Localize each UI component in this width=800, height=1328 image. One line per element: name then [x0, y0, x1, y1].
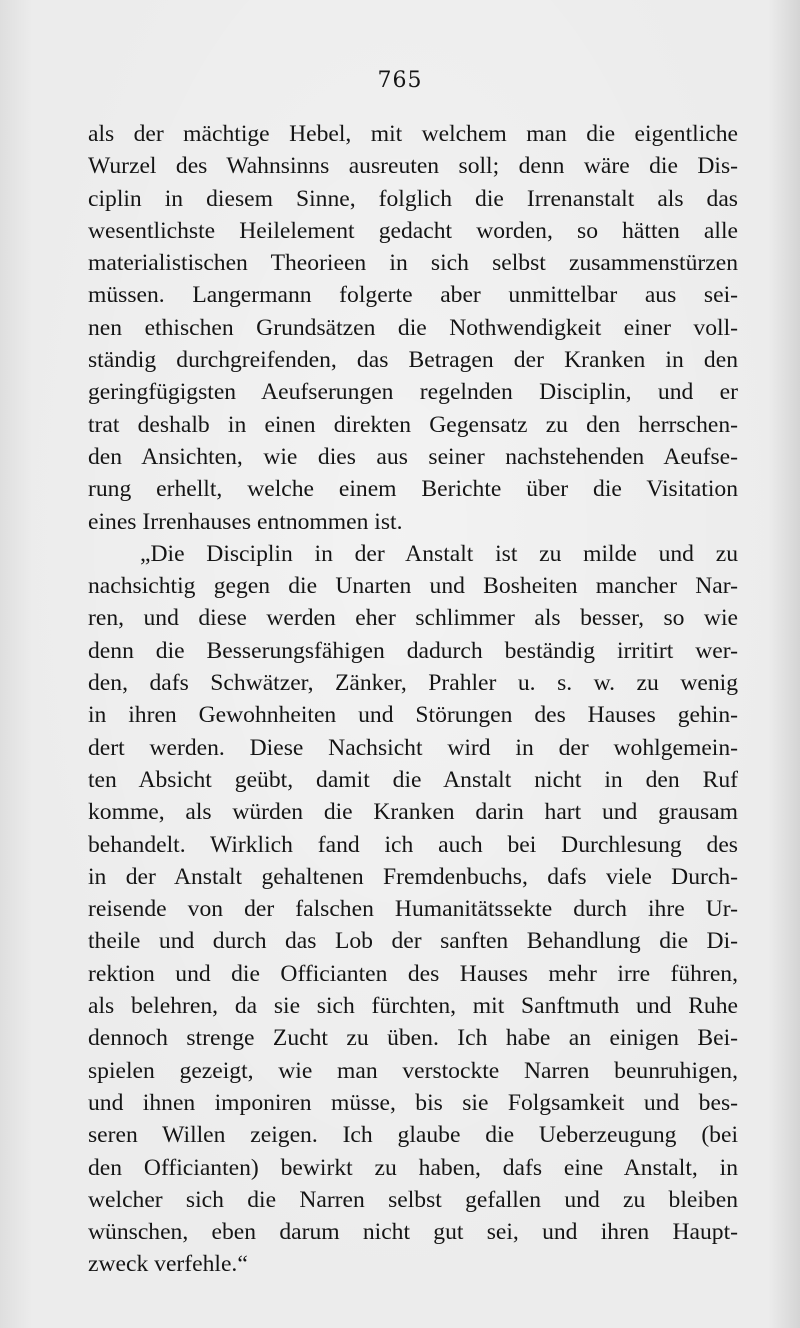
text-line: rektion und die Officianten des Hauses mehr irre führen,: [88, 960, 738, 987]
text-line: komme, als würden die Kranken darin hart und grausam: [88, 799, 738, 826]
text-line: als der mächtige Hebel, mit welchem man die eigentliche: [88, 121, 738, 147]
text-line: nachsichtig gegen die Unarten und Bosheiten mancher Nar-: [88, 573, 738, 600]
body-text: [88, 118, 738, 1281]
text-line: dennoch strenge Zucht zu üben. Ich habe an einigen Bei-: [88, 1025, 738, 1052]
text-line: spielen gezeigt, wie man verstockte Narren beunruhigen,: [88, 1057, 738, 1084]
text-line: ten Absicht geübt, damit die Anstalt nicht in den Ruf: [88, 766, 738, 793]
text-line: ständig durchgreifenden, das Betragen der Kranken in den: [88, 347, 738, 374]
text-line: in der Anstalt gehaltenen Fremdenbuchs, dafs viele Durch-: [88, 863, 738, 890]
text-line: Wurzel des Wahnsinns ausreuten soll; denn wäre die Dis-: [88, 153, 738, 180]
text-line: trat deshalb in einen direkten Gegensatz zu den herrschen-: [88, 411, 738, 438]
text-line: wesentlichste Heilelement gedacht worden, so hätten alle: [88, 217, 738, 244]
text-line: welcher sich die Narren selbst gefallen und zu bleiben: [88, 1186, 738, 1213]
text-line: den Ansichten, wie dies aus seiner nachstehenden Aeufse-: [88, 443, 738, 470]
text-line: geringfügigsten Aeufserungen regelnden Disciplin, und er: [88, 379, 738, 406]
text-line: in ihren Gewohnheiten und Störungen des Hauses gehin-: [88, 702, 738, 729]
page-number: 765: [377, 68, 423, 93]
text-line: und ihnen imponiren müsse, bis sie Folgsamkeit und bes-: [88, 1089, 738, 1116]
text-line: nen ethischen Grundsätzen die Nothwendigkeit einer voll-: [88, 314, 738, 341]
text-line: den Officianten) bewirkt zu haben, dafs eine Anstalt, in: [88, 1154, 738, 1181]
text-line: ren, und diese werden eher schlimmer als besser, so wie: [88, 605, 738, 632]
text-line: als belehren, da sie sich fürchten, mit Sanftmuth und Ruhe: [88, 993, 738, 1020]
text-line: rung erhellt, welche einem Berichte über die Visitation: [88, 476, 738, 503]
text-line: den, dafs Schwätzer, Zänker, Prahler u. s. w. zu wenig: [88, 670, 738, 697]
text-line: materialistischen Theorieen in sich selbst zusammenstürzen: [88, 250, 738, 277]
text-line: müssen. Langermann folgerte aber unmittelbar aus sei-: [88, 282, 738, 309]
text-line: reisende von der falschen Humanitätssekte durch ihre Ur-: [88, 896, 738, 923]
text-line: dert werden. Diese Nachsicht wird in der wohlgemein-: [88, 734, 738, 761]
text-line: denn die Besserungsfähigen dadurch beständig irritirt wer-: [88, 637, 738, 664]
text-line: ciplin in diesem Sinne, folglich die Irrenanstalt als das: [88, 185, 738, 212]
text-line: zweck verfehle.“: [88, 1251, 248, 1278]
text-line: behandelt. Wirklich fand ich auch bei Durchlesung des: [88, 831, 738, 858]
text-line: seren Willen zeigen. Ich glaube die Ueberzeugung (bei: [88, 1122, 738, 1149]
text-line: eines Irrenhauses entnommen ist.: [88, 508, 403, 535]
text-line: „Die Disciplin in der Anstalt ist zu milde und zu: [140, 540, 738, 567]
text-line: theile und durch das Lob der sanften Behandlung die Di-: [88, 928, 738, 955]
text-line: wünschen, eben darum nicht gut sei, und ihren Haupt-: [88, 1219, 738, 1246]
